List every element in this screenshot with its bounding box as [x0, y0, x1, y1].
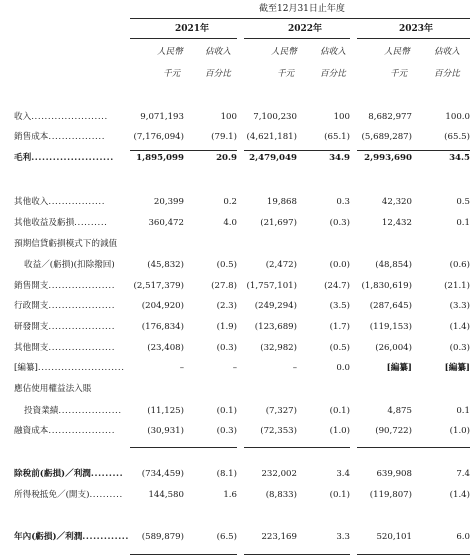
rule-total-2023 — [357, 554, 470, 555]
row-value-2021-pct: (1.9) — [216, 322, 237, 332]
rule-cost-2021 — [130, 150, 237, 151]
row-value-2023-pct: (1.0) — [449, 426, 470, 436]
row-leader-dots: ....................... — [31, 153, 114, 163]
row-value-2023-pct: [編纂] — [444, 363, 470, 373]
row-label-text: 行政開支 — [14, 301, 49, 311]
row-value-2022-rmb: (249,294) — [254, 301, 297, 311]
row-value-2021-pct: (0.3) — [216, 343, 237, 353]
row-leader-dots: ....................... — [31, 112, 108, 122]
row-value-2022-pct: (1.7) — [329, 322, 350, 332]
row-value-2021-rmb: 1,895,099 — [136, 153, 184, 163]
row-value-2021-pct: (0.1) — [216, 406, 237, 416]
row-value-2022-rmb: (1,757,101) — [246, 281, 297, 291]
row-value-2021-pct: 0.2 — [223, 197, 237, 207]
row-value-2023-rmb: 8,682,977 — [368, 112, 412, 122]
row-value-2021-pct: 20.9 — [216, 153, 237, 163]
row-value-2022-rmb: (72,353) — [260, 426, 297, 436]
row-value-2023-pct: 34.5 — [449, 153, 470, 163]
row-value-2022-pct: (0.3) — [329, 218, 350, 228]
row-leader-dots: .................... — [48, 343, 116, 353]
row-value-2023-rmb: (26,004) — [375, 343, 412, 353]
row-label — [14, 154, 114, 163]
row-label — [14, 198, 105, 207]
row-value-2022-pct: (3.5) — [329, 301, 350, 311]
row-label — [14, 219, 108, 228]
row-value-2023-pct: (21.1) — [444, 281, 470, 291]
row-value-2023-rmb: (287,645) — [369, 301, 412, 311]
row-value-2023-rmb: 639,908 — [376, 469, 412, 479]
row-value-2023-pct: 100.0 — [445, 112, 470, 122]
col-pct-2022: 佔收入 — [320, 47, 346, 57]
row-leader-dots: .................... — [48, 281, 116, 291]
row-value-2022-rmb: 2,479,049 — [249, 153, 297, 163]
col-pct-2021: 佔收入 — [205, 47, 231, 57]
row-value-2022-pct: (0.5) — [329, 343, 350, 353]
row-value-2023-pct: 6.0 — [456, 532, 470, 542]
row-value-2022-pct: (24.7) — [324, 281, 350, 291]
row-value-2022-pct: (0.0) — [329, 260, 350, 270]
row-value-2021-pct: (0.3) — [216, 426, 237, 436]
col-rmb-2021: 人民幣 — [157, 47, 183, 57]
row-value-2021-rmb: 360,472 — [148, 218, 184, 228]
row-value-2022-rmb: (7,327) — [265, 406, 297, 416]
row-value-2023-rmb: (5,689,287) — [361, 132, 412, 142]
row-value-2022-pct: 3.4 — [336, 469, 350, 479]
row-label-text: 研發開支 — [14, 322, 49, 332]
row-label-text: 收益／(虧損)(扣除撥回) — [24, 260, 115, 270]
row-value-2021-rmb: (23,408) — [147, 343, 184, 353]
row-label — [14, 427, 115, 436]
row-label-text: 預期信貸虧損模式下的減值 — [14, 239, 118, 249]
row-label — [14, 364, 125, 373]
row-label — [24, 261, 115, 270]
row-value-2023-rmb: (119,153) — [369, 322, 412, 332]
row-value-2023-pct: (3.3) — [449, 301, 470, 311]
row-leader-dots: ......... — [90, 469, 124, 479]
row-value-2022-rmb: (32,982) — [260, 343, 297, 353]
row-value-2022-rmb: (8,833) — [265, 490, 297, 500]
row-value-2023-rmb: (119,807) — [369, 490, 412, 500]
row-label — [24, 407, 122, 416]
row-value-2022-rmb: (4,621,181) — [246, 132, 297, 142]
row-leader-dots: .................... — [48, 426, 116, 436]
row-value-2021-rmb: (176,834) — [141, 322, 184, 332]
row-leader-dots: ................. — [48, 197, 106, 207]
col-rmb-unit-2023: 千元 — [390, 69, 408, 79]
header-rule — [130, 18, 470, 19]
row-value-2021-pct: (6.5) — [216, 532, 237, 542]
col-rmb-2022: 人民幣 — [271, 47, 297, 57]
col-pct-unit-2023: 百分比 — [434, 69, 460, 79]
row-label-text: 收入 — [14, 112, 32, 122]
year-2021: 2021年 — [175, 24, 210, 34]
row-value-2023-pct: (65.5) — [444, 132, 470, 142]
row-value-2022-rmb: – — [292, 363, 297, 373]
row-label-text: 銷售開支 — [14, 281, 49, 291]
row-label — [14, 491, 123, 500]
row-value-2021-rmb: (734,459) — [141, 469, 184, 479]
row-value-2021-pct: (2.3) — [216, 301, 237, 311]
row-value-2023-rmb: 520,101 — [376, 532, 412, 542]
row-value-2022-pct: 3.3 — [336, 532, 350, 542]
row-leader-dots: .................... — [48, 301, 116, 311]
year-2023: 2023年 — [399, 24, 434, 34]
row-value-2023-rmb: 12,432 — [381, 218, 412, 228]
row-value-2021-pct: (8.1) — [216, 469, 237, 479]
row-label — [14, 282, 115, 291]
row-value-2022-pct: (1.0) — [329, 426, 350, 436]
row-value-2023-rmb: (1,830,619) — [361, 281, 412, 291]
row-value-2022-pct: 100 — [333, 112, 350, 122]
row-label-text: 毛利 — [14, 153, 32, 163]
row-value-2022-rmb: 7,100,230 — [253, 112, 297, 122]
row-label-text: 其他收益及虧損 — [14, 218, 75, 228]
row-value-2021-pct: (27.8) — [211, 281, 237, 291]
row-leader-dots: ................. — [48, 132, 106, 142]
row-value-2021-pct: (79.1) — [211, 132, 237, 142]
rule-cost-2022 — [244, 150, 350, 151]
row-value-2021-rmb: (589,879) — [141, 532, 184, 542]
row-value-2022-pct: 0.3 — [336, 197, 350, 207]
row-value-2023-pct: 0.1 — [456, 218, 470, 228]
row-label-text: 投資業績 — [24, 406, 59, 416]
col-rmb-2023: 人民幣 — [384, 47, 410, 57]
row-value-2023-pct: (0.3) — [449, 343, 470, 353]
row-value-2022-pct: (0.1) — [329, 490, 350, 500]
row-value-2021-rmb: (11,125) — [147, 406, 184, 416]
period-header: 截至12月31日止年度 — [259, 4, 345, 14]
row-leader-dots: .......... — [74, 218, 108, 228]
rule-finance-2023 — [357, 447, 470, 448]
row-value-2022-pct: (0.1) — [329, 406, 350, 416]
row-leader-dots: .................... — [48, 322, 116, 332]
row-label — [14, 385, 91, 394]
year-rule-2021 — [130, 38, 237, 39]
row-value-2023-rmb: 42,320 — [381, 197, 412, 207]
row-value-2022-rmb: (123,689) — [254, 322, 297, 332]
row-value-2022-rmb: 232,002 — [261, 469, 297, 479]
row-value-2022-rmb: 19,868 — [266, 197, 297, 207]
year-rule-2023 — [357, 38, 470, 39]
row-label — [14, 133, 105, 142]
row-label — [14, 470, 123, 479]
row-value-2023-pct: (0.6) — [449, 260, 470, 270]
col-pct-unit-2021: 百分比 — [205, 69, 231, 79]
row-value-2021-pct: (0.5) — [216, 260, 237, 270]
row-label-text: 其他收入 — [14, 197, 49, 207]
row-label-text: 其他開支 — [14, 343, 49, 353]
row-value-2021-rmb: – — [179, 363, 184, 373]
row-value-2023-rmb: (48,854) — [375, 260, 412, 270]
row-label — [14, 533, 129, 542]
row-value-2023-rmb: (90,722) — [375, 426, 412, 436]
row-value-2021-rmb: (204,920) — [141, 301, 184, 311]
row-label — [14, 302, 115, 311]
row-value-2021-rmb: 144,580 — [148, 490, 184, 500]
rule-cost-2023 — [357, 150, 470, 151]
row-value-2023-rmb: 4,875 — [387, 406, 412, 416]
row-label — [14, 344, 115, 353]
col-rmb-unit-2021: 千元 — [163, 69, 181, 79]
row-label-text: 應佔使用權益法入賬 — [14, 384, 92, 394]
row-value-2021-rmb: 9,071,193 — [140, 112, 184, 122]
row-label-text: 年內(虧損)／利潤 — [14, 532, 83, 542]
rule-total-2021 — [130, 554, 237, 555]
row-value-2022-rmb: (2,472) — [265, 260, 297, 270]
row-value-2022-pct: 34.9 — [329, 153, 350, 163]
row-label-text: 所得稅抵免／(開支) — [14, 490, 90, 500]
row-value-2021-pct: 100 — [220, 112, 237, 122]
row-value-2023-rmb: [編纂] — [386, 363, 412, 373]
rule-finance-2021 — [130, 447, 237, 448]
row-label-text: 融資成本 — [14, 426, 49, 436]
row-value-2023-pct: (1.4) — [449, 490, 470, 500]
row-leader-dots: .......................... — [37, 363, 125, 373]
col-pct-unit-2022: 百分比 — [320, 69, 346, 79]
row-value-2023-pct: 7.4 — [456, 469, 470, 479]
row-leader-dots: .......... — [89, 490, 123, 500]
rule-finance-2022 — [244, 447, 350, 448]
row-value-2022-rmb: (21,697) — [260, 218, 297, 228]
row-value-2021-pct: 1.6 — [223, 490, 237, 500]
row-value-2021-rmb: 20,399 — [153, 197, 184, 207]
row-label — [14, 240, 117, 249]
row-value-2023-pct: 0.5 — [456, 197, 470, 207]
row-label-text: 銷售成本 — [14, 132, 49, 142]
row-value-2022-rmb: 223,169 — [261, 532, 297, 542]
row-value-2023-pct: (1.4) — [449, 322, 470, 332]
year-2022: 2022年 — [288, 24, 323, 34]
row-leader-dots: ............. — [82, 532, 129, 542]
row-value-2021-pct: – — [232, 363, 237, 373]
row-value-2023-pct: 0.1 — [456, 406, 470, 416]
row-label — [14, 323, 115, 332]
row-value-2022-pct: (65.1) — [324, 132, 350, 142]
row-leader-dots: ................... — [58, 406, 122, 416]
year-rule-2022 — [244, 38, 350, 39]
row-value-2021-rmb: (30,931) — [147, 426, 184, 436]
rule-total-2022 — [244, 554, 350, 555]
row-label — [14, 113, 108, 122]
col-pct-2023: 佔收入 — [434, 47, 460, 57]
row-label-text: 除稅前(虧損)／利潤 — [14, 469, 91, 479]
row-value-2021-rmb: (2,517,379) — [133, 281, 184, 291]
row-value-2023-rmb: 2,993,690 — [364, 153, 412, 163]
row-value-2021-rmb: (45,832) — [147, 260, 184, 270]
col-rmb-unit-2022: 千元 — [277, 69, 295, 79]
row-value-2021-pct: 4.0 — [223, 218, 237, 228]
row-label-text: [編纂] — [14, 363, 38, 373]
row-value-2022-pct: 0.0 — [336, 363, 350, 373]
row-value-2021-rmb: (7,176,094) — [133, 132, 184, 142]
